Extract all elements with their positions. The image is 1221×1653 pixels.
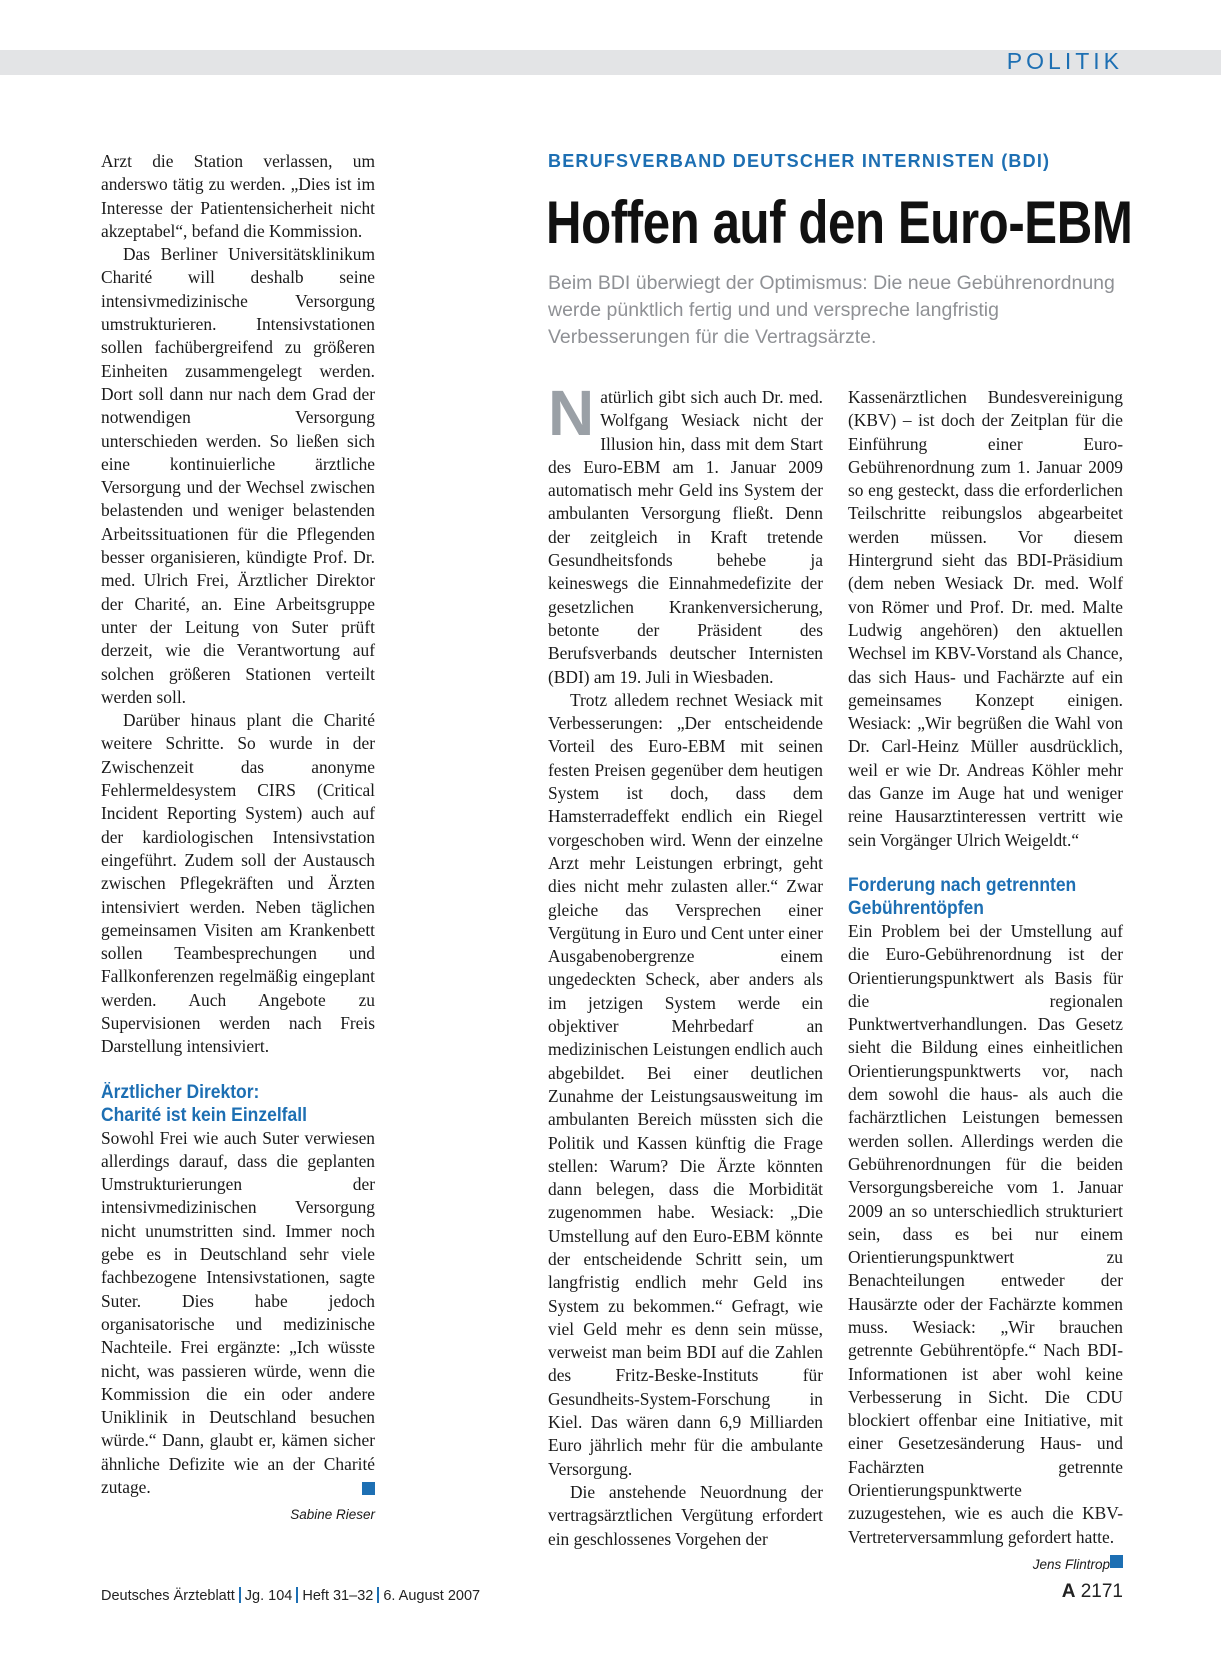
end-mark-icon (362, 1482, 375, 1495)
author: Jens Flintrop (1032, 1556, 1110, 1572)
paragraph: Kassenärztlichen Bundesvereinigung (KBV) – ist doch der Zeitplan für die Einführung einer Euro-Gebührenordnung zum 1. Januar 2009 so eng gesteckt, dass die erforderlichen Teilschritte reibungslos abgearbeitet werden müssen. Vor diesem Hintergrund sieht das BDI-Präsidium (dem neben Wesiack Dr. med. Wolf von Römer und Prof. Dr. med. Malte Ludwig angehören) den aktuellen Wechsel im KBV-Vorstand als Chance, das sich Haus- und Fachärzte auf ein gemeinsames Konzept einigen. Wesiack: „Wir begrüßen die Wahl von Dr. Carl-Heinz Müller ausdrücklich, weil er wie Dr. Andreas Köhler mehr das Ganze im Auge hat und weniger reine Hausarztinteressen vertritt wie sein Vorgänger Ulrich Weigeldt.“ (848, 387, 1123, 850)
separator (239, 1587, 241, 1603)
paragraph: Darüber hinaus plant die Charité weitere Schritte. So wurde in der Zwischenzeit das anonyme Fehlermeldesystem CIRS (Critical Incident Reporting System) auch auf der kardiologischen Intensivstation eingeführt. Zudem soll der Austausch zwischen Pflegekräften und Ärzten intensiviert werden. Neben täglichen gemeinsamen Visiten am Krankenbett sollen Teambesprechungen und Fallkonferenzen regelmäßig eingeplant werden. Auch Angebote zu Supervisionen werden nach Freis Darstellung intensiviert. (101, 710, 375, 1057)
lead-text: Beim BDI überwiegt der Optimismus: Die neue Gebührenordnung werde pünktlich fertig und und verspreche langfristig Verbesserungen für die Vertragsärzte. (548, 272, 1115, 348)
paragraph (548, 377, 823, 689)
page-number-value: 2171 (1080, 1581, 1123, 1602)
author: Sabine Rieser (290, 1507, 375, 1523)
subheading (101, 1081, 353, 1127)
headline: Hoffen auf den Euro-EBM (546, 189, 1133, 256)
paragraph: Arzt die Station verlassen, um anderswo tätig zu werden. „Dies ist im Interesse der Patientensicherheit nicht akzeptabel“, befand die Kommission. (101, 151, 375, 241)
section-label: POLITIK (1006, 48, 1123, 74)
subheading-line: Charité ist kein Einzelfall (101, 1104, 307, 1126)
volume: Jg. 104 (244, 1588, 293, 1604)
subheading (848, 874, 1101, 920)
separator (377, 1587, 379, 1603)
subheading-line: Gebührentöpfen (848, 897, 984, 919)
article-column-2 (848, 386, 1123, 1576)
end-mark-icon (1110, 1555, 1123, 1568)
paragraph (101, 1127, 375, 1500)
paragraph (848, 920, 1123, 1549)
subheading-line: Ärztlicher Direktor: (101, 1081, 260, 1103)
kicker: BERUFSVERBAND DEUTSCHER INTERNISTEN (BDI) (548, 151, 1051, 171)
article-column-1 (548, 377, 823, 1551)
prev-article-column (101, 150, 375, 1527)
paragraph: Das Berliner Universitätsklinikum Charité will deshalb seine intensivmedizinische Versorgung umstrukturieren. Intensivstationen sollen fachübergreifend zu größeren Einheiten zusammengelegt werden. Dort soll dann nur nach dem Grad der notwendigen Versorgung unterschieden werden. So ließen sich eine kontinuierliche ärztliche Versorgung und der Wechsel zwischen belastenden und weniger belastenden Arbeitssituationen für die Pflegenden besser organisieren, kündigte Prof. Dr. med. Ulrich Frei, Ärztlicher Direktor der Charité, an. Eine Arbeitsgruppe unter der Leitung von Suter prüft derzeit, wie die Verantwortung auf solchen größeren Stationen verteilt werden soll. (101, 244, 375, 707)
paragraph-text: Ein Problem bei der Umstellung auf die Euro-Gebührenordnung ist der Orientierungspunktwert als Basis für die regionalen Punktwertverhandlungen. Das Gesetz sieht die Bildung eines einheitlichen Orientierungspunktwerts vor, nach dem sowohl die haus- als auch die fachärztlichen Leistungen bemessen werden sollen. Allerdings werden die Gebührenordnungen für die beiden Versorgungsbereiche vom 1. Januar 2009 an so unterschiedlich strukturiert sein, dass es bei nur einem Orientierungspunktwert zu Benachteilungen entweder der Hausärzte oder der Fachärzte kommen muss. Wesiack: „Wir brauchen getrennte Gebührentöpfe.“ Nach BDI-Informationen ist aber wohl keine Verbesserung in Sicht. Die CDU blockiert offenbar eine Initiative, mit einer Gesetzesänderung Haus- und Fachärzten getrennte Orientierungspunktwerte zuzugestehen, wie es auch die KBV-Vertreterversammlung gefordert hatte. (848, 920, 1123, 1547)
paragraph-text: Sowohl Frei wie auch Suter verwiesen allerdings darauf, dass die geplanten Umstrukturierungen der intensivmedizinischen Versorgung nicht unumstritten sind. Immer noch gebe es in Deutschland sehr viele fachbezogene Intensivstationen, sagte Suter. Dies habe jedoch organisatorische und medizinische Nachteile. Frei ergänzte: „Ich wüsste nicht, was passieren würde, wenn die Kommission die ein oder andere Uniklinik in Deutschland besuchen würde.“ Dann, glaubt er, kämen sicher ähnliche Defizite wie an der Charité zutage. (101, 1127, 375, 1498)
page-number (1062, 1581, 1123, 1603)
journal-name: Deutsches Ärzteblatt (101, 1588, 235, 1604)
paragraph-text: atürlich gibt sich auch Dr. med. Wolfgang Wesiack nicht der Illusion hin, dass mit dem Start des Euro-EBM am 1. Januar 2009 automatisch mehr Geld ins System der ambulanten Versorgung fließt. Denn der zeitgleich in Kraft tretende Gesundheitsfonds behebe ja keineswegs die Einnahmedefizite der gesetzlichen Krankenversicherung, betonte der Präsident des Berufsverbands deutscher Internisten (BDI) am 19. Juli in Wiesbaden. (548, 387, 823, 687)
paragraph: Die anstehende Neuordnung der vertragsärztlichen Vergütung erfordert ein geschlossenes Vorgehen der (548, 1481, 823, 1549)
footer (101, 1587, 480, 1604)
subheading-line: Forderung nach getrennten (848, 874, 1077, 896)
issue: Heft 31–32 (302, 1588, 374, 1604)
separator (296, 1587, 298, 1603)
date: 6. August 2007 (383, 1588, 481, 1604)
paragraph: Trotz alledem rechnet Wesiack mit Verbesserungen: „Der entscheidende Vorteil des Euro-EBM mit seinen festen Preisen gegenüber dem heutigen System ist doch, dass dem Hamsterradeffekt endlich ein Riegel vorgeschoben wird. Wenn der einzelne Arzt mehr Leistungen erbringt, geht dies nicht mehr zulasten aller.“ Zwar gleiche das Versprechen einer Vergütung in Euro und Cent unter einer Ausgabenobergrenze einem ungedeckten Scheck, aber anders als im jetzigen System werde ein objektiver Mehrbedarf an medizinischen Leistungen endlich auch abgebildet. Bei einer deutlichen Zunahme der Leistungsausweitung im ambulanten Bereich müssten sich die Politik und Kassen künftig die Frage stellen: Warum? Die Ärzte könnten dann belegen, dass die Morbidität zugenommen habe. Wesiack: „Die Umstellung auf den Euro-EBM könnte der entscheidende Schritt sein, um langfristig endlich mehr Geld ins System zu bekommen.“ Gefragt, wie viel Geld mehr es denn sein müsse, verweist man beim BDI auf die Zahlen des Fritz-Beske-Instituts für Gesundheits-System-Forschung in Kiel. Das wären dann 6,9 Milliarden Euro jährlich mehr für die ambulante Versorgung. (548, 689, 823, 1479)
drop-cap: N (548, 377, 595, 449)
page-prefix: A (1061, 1581, 1076, 1602)
